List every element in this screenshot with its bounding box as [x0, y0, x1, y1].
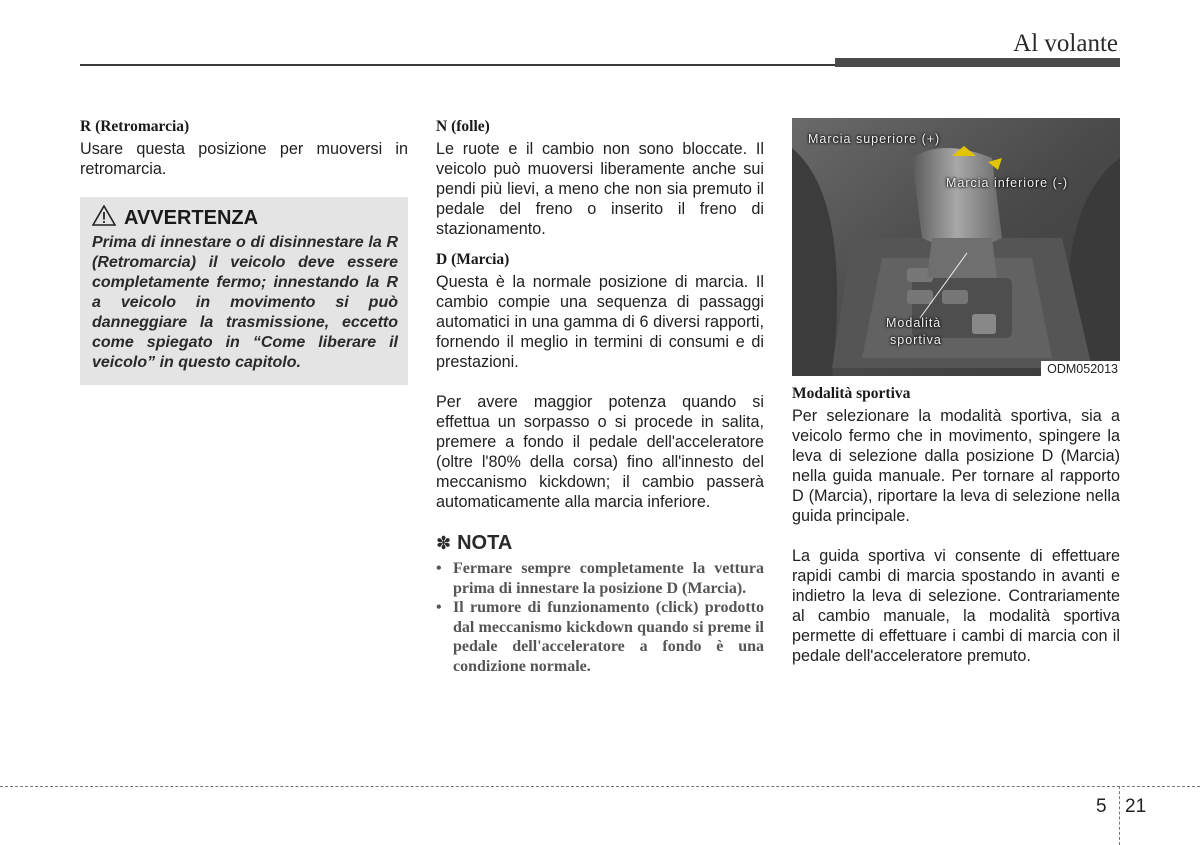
note-item: • Il rumore di funzionamento (click) prodotto dal meccanismo kickdown quando si preme il pedale dell'acceleratore a fondo è una condizione normale.: [436, 599, 764, 675]
sport-text-2: La guida sportiva vi consente di effettuare rapidi cambi di marcia spostando in avanti e indietro la leva di selezione. Contrariamente al cambio manuale, la modalità sportiva permette di effettuare i cambi di marcia con il pedale dell'acceleratore premuto.: [792, 547, 1120, 665]
neutral-heading: N (folle): [436, 118, 490, 135]
label-upshift: Marcia superiore (+): [808, 132, 941, 146]
kickdown-text: Per avere maggior potenza quando si effettua un sorpasso o si procede in salita, premere a fondo il pedale dell'acceleratore (oltre l'80% della corsa) fino all'innesto del meccanismo kickdown; il cambio passerà automaticamente alla marcia inferiore.: [436, 393, 764, 511]
page-header-title: Al volante: [1013, 30, 1118, 57]
drive-text: Questa è la normale posizione di marcia. Il cambio compie una sequenza di passaggi automatici in una gamma di 6 diversi rapporti, fornendo il meglio in termini di consumi e di prestazioni.: [436, 273, 764, 371]
image-code: ODM052013: [1041, 361, 1120, 376]
label-sport-mode-2: sportiva: [890, 333, 942, 347]
footer-divider: [0, 786, 1200, 787]
reverse-text: Usare questa posizione per muoversi in retromarcia.: [80, 140, 408, 178]
page-number: 21: [1125, 796, 1147, 817]
footer-page-divider: [1119, 786, 1120, 845]
sport-heading: Modalità sportiva: [792, 385, 911, 402]
asterisk-note-icon: ✽: [436, 533, 452, 553]
sport-text: Per selezionare la modalità sportiva, sia a veicolo fermo che in movimento, spingere la leva di selezione dalla posizione D (Marcia) nella guida manuale. Per tornare al rapporto D (Marcia), riportare la leva di selezione nella guida principale.: [792, 407, 1120, 525]
drive-heading: D (Marcia): [436, 251, 510, 268]
column-middle: [436, 118, 764, 676]
warning-text: Prima di innestare o di disinnestare la R (Retromarcia) il veicolo deve essere completamente fermo; innestando la R a veicolo in movimento si può danneggiare la trasmissione, eccetto come spiegato in “Come liberare il veicolo” in questo capitolo.: [92, 234, 398, 371]
header-rule-accent: [835, 58, 1120, 67]
column-left: [80, 118, 408, 385]
note-header: [436, 532, 764, 555]
warning-box: [80, 197, 408, 385]
note-item: • Fermare sempre completamente la vettura prima di innestare la posizione D (Marcia).: [436, 560, 764, 597]
header-rule: [80, 64, 840, 66]
label-downshift: Marcia inferiore (-): [946, 176, 1069, 190]
note-title: NOTA: [457, 532, 513, 554]
chapter-number: 5: [1096, 796, 1107, 817]
neutral-text: Le ruote e il cambio non sono bloccate. Il veicolo può muoversi liberamente anche sui pendi più lievi, a meno che non sia premuto il pedale del freno o inserito il freno di stazionamento.: [436, 140, 764, 238]
warning-triangle-icon: [92, 205, 116, 231]
reverse-heading: R (Retromarcia): [80, 118, 190, 135]
warning-header: [92, 205, 398, 231]
column-right: [792, 118, 1120, 666]
warning-title: AVVERTENZA: [124, 206, 259, 229]
gear-shift-illustration: [792, 118, 1120, 376]
label-sport-mode: Modalità: [886, 316, 942, 330]
